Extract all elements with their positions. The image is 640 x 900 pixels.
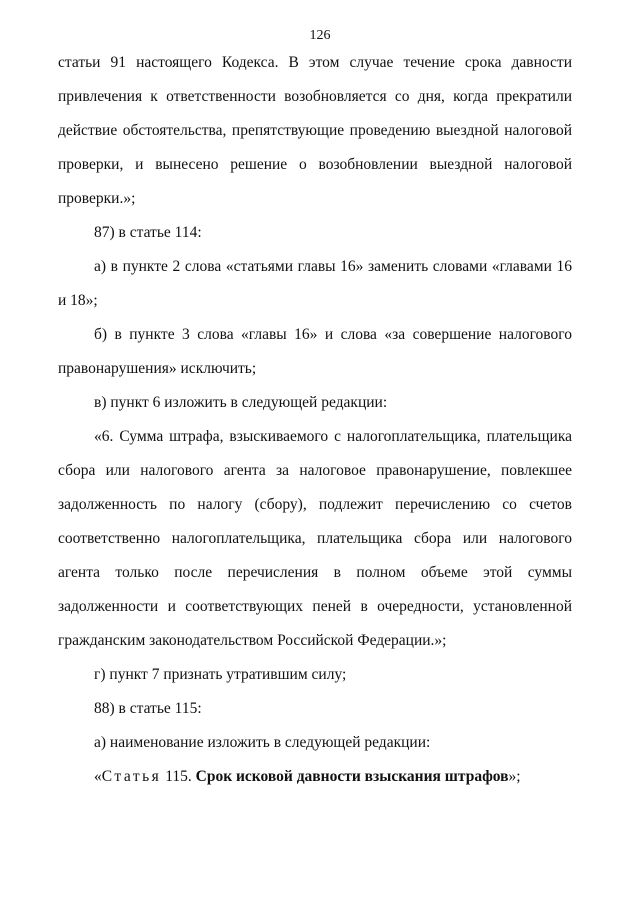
paragraph-87-a: а) в пункте 2 слова «статьями главы 16» заменить словами «главами 16 [94, 258, 572, 275]
paragraph-88-heading: 88) в статье 115: [94, 700, 202, 717]
document-body [58, 46, 572, 794]
text-line: агента только после перечисления в полном объеме этой суммы [58, 564, 572, 581]
article-word: Статья [101, 768, 162, 785]
paragraph-point-6: «6. Сумма штрафа, взыскиваемого с налогоплательщика, плательщика [94, 428, 572, 445]
text-line: задолженности и соответствующих пеней в очередности, установленной [58, 598, 572, 615]
text-line: привлечения к ответственности возобновляется со дня, когда прекратили [58, 88, 572, 105]
text-line: проверки.»; [58, 190, 136, 207]
page-number: 126 [309, 28, 331, 43]
paragraph-87-v: в) пункт 6 изложить в следующей редакции: [94, 394, 388, 411]
article-title: Срок исковой давности взыскания штрафов [195, 768, 509, 785]
text-line: гражданским законодательством Российской Федерации.»; [58, 632, 447, 649]
text-line: задолженность по налогу (сбору), подлежит перечислению со счетов [58, 496, 572, 513]
text-line: и 18»; [58, 292, 98, 309]
article-number: 115. [161, 768, 196, 785]
paragraph-87-heading: 87) в статье 114: [94, 224, 202, 241]
text-line: сбора или налогового агента за налоговое правонарушение, повлекшее [58, 462, 572, 479]
text-line: проверки, и вынесено решение о возобновлении выездной налоговой [58, 156, 572, 173]
open-quote: « [94, 768, 102, 785]
paragraph-87-b: б) в пункте 3 слова «главы 16» и слова «за совершение налогового [94, 326, 572, 343]
article-115-title-line [58, 760, 572, 794]
text-line: правонарушения» исключить; [58, 360, 257, 377]
text-line: соответственно налогоплательщика, плательщика сбора или налогового [58, 530, 572, 547]
text-line: действие обстоятельства, препятствующие проведению выездной налоговой [58, 122, 572, 139]
closing-quote: »; [508, 768, 521, 785]
text-line: статьи 91 настоящего Кодекса. В этом случае течение срока давности [58, 54, 572, 71]
paragraph-87-g: г) пункт 7 признать утратившим силу; [94, 666, 347, 683]
paragraph-88-a: а) наименование изложить в следующей редакции: [94, 734, 431, 751]
